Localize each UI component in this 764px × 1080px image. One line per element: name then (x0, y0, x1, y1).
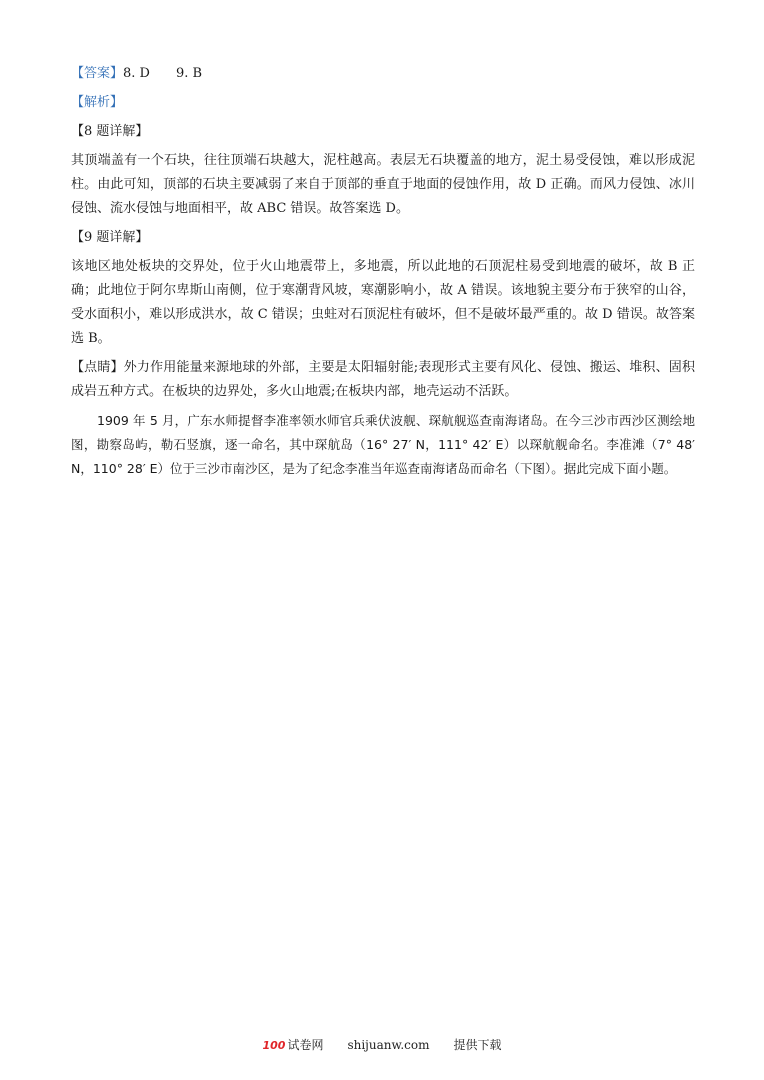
footer-domain[interactable]: shijuanw.com (347, 1038, 430, 1052)
answer-q8: 8. D (123, 66, 150, 81)
q8-heading: 【8 题详解】 (71, 124, 149, 139)
q8-explanation: 其顶端盖有一个石块，往往顶端石块越大，泥柱越高。表层无石块覆盖的地方，泥土易受侵蚀，难以形成泥柱。由此可知，顶部的石块主要减弱了来自于顶部的垂直于地面的侵蚀作用，故 D 正确。而风力侵蚀、冰川侵蚀、流水侵蚀与地面相平，故 ABC 错误。故答案选 D。 (71, 153, 695, 216)
tip-label: 【点睛】 (71, 360, 124, 375)
tip-text: 外力作用能量来源地球的外部，主要是太阳辐射能;表现形式主要有风化、侵蚀、搬运、堆积、固积成岩五种方式。在板块的边界处，多火山地震;在板块内部，地壳运动不活跃。 (71, 360, 695, 399)
analysis-label: 【解析】 (71, 95, 124, 110)
footer-note: 提供下载 (453, 1038, 502, 1052)
answer-label: 【答案】 (71, 66, 124, 81)
tip-paragraph (71, 356, 695, 404)
page-footer (0, 1036, 764, 1053)
page-content (71, 62, 695, 481)
footer-site-name[interactable]: 试卷网 (287, 1038, 324, 1052)
q9-heading: 【9 题详解】 (71, 230, 149, 245)
q9-explanation: 该地区地处板块的交界处，位于火山地震带上，多地震，所以此地的石顶泥柱易受到地震的破坏，故 B 正确；此地位于阿尔卑斯山南侧，位于寒潮背风坡，寒潮影响小，故 A 错误。该地貌主要分布于狭窄的山谷，受水面积小，难以形成洪水，故 C 错误；虫蛀对石顶泥柱有破坏，但不是破坏最严重的。故 D 错误。故答案选 B。 (71, 259, 695, 346)
answer-q9: 9. B (175, 66, 203, 81)
answer-line (71, 62, 695, 86)
site-logo: 100 (262, 1039, 286, 1052)
question-passage: 1909 年 5 月，广东水师提督李准率领水师官兵乘伏波舰、琛航舰巡查南海诸岛。在今三沙市西沙区测绘地图，勘察岛屿，勒石竖旗，逐一命名，其中琛航岛（16° 27′ N，111° 42′ E）以琛航舰命名。李准滩（7° 48′ N，110° 28′ E）位于三沙市南沙区，是为了纪念李准当年巡查南海诸岛而命名（下图）。据此完成下面小题。 (71, 413, 695, 476)
